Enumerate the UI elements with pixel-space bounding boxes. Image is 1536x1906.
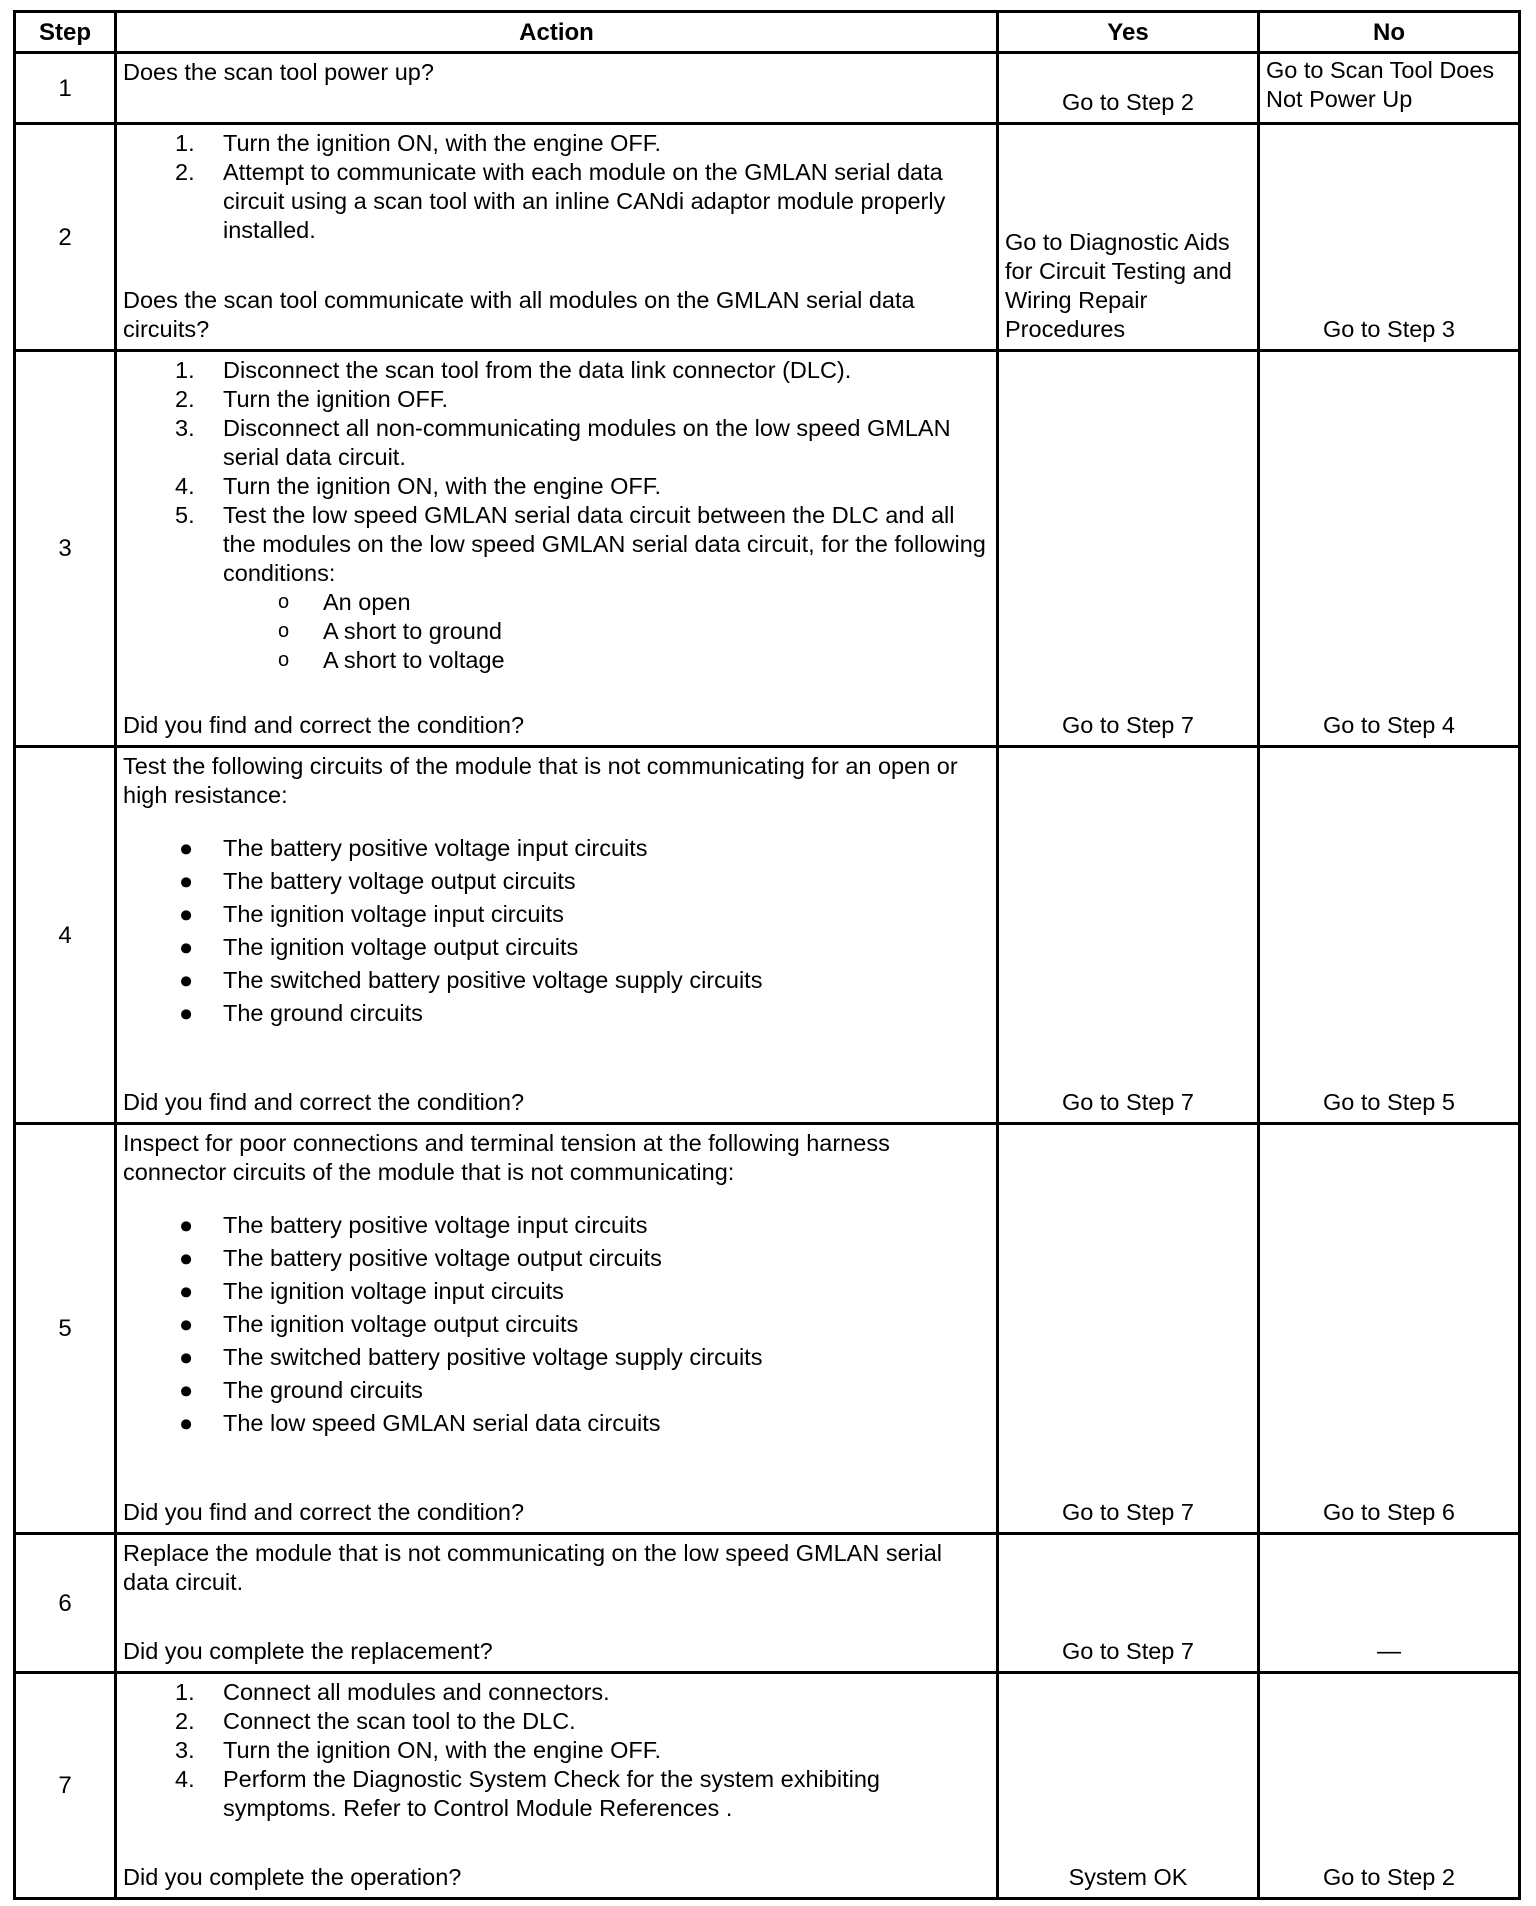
yes-cell [998,1534,1259,1673]
list-item: 4. Turn the ignition ON, with the engine OFF. [175,473,662,499]
action-text: Test the following circuits of the module that is not communicating for an open or high resistance: [123,753,958,808]
question-text: Does the scan tool communicate with all modules on the GMLAN serial data circuits? [123,287,915,342]
action-text: Replace the module that is not communicating on the low speed GMLAN serial data circuit. [123,1540,943,1595]
list-item: ● The low speed GMLAN serial data circuits [179,1410,661,1436]
numbered-list [123,129,990,245]
question-text: Did you find and correct the condition? [123,712,525,738]
no-cell [1259,351,1520,747]
yes-cell [998,124,1259,351]
sub-list-item: o A short to voltage [278,647,505,673]
no-cell [1259,1534,1520,1673]
header-yes: Yes [998,12,1259,53]
question-text: Did you complete the replacement? [123,1638,493,1664]
action-cell [116,747,998,1124]
action-cell [116,351,998,747]
no-text: Go to Step 4 [1323,712,1455,738]
list-item: 2. Attempt to communicate with each module on the GMLAN serial data circuit using a scan tool with an inline CANdi adaptor module properly installed. [175,159,946,243]
no-text: Go to Step 5 [1323,1089,1455,1115]
list-item: ● The ground circuits [179,1377,423,1403]
sub-list-item: o A short to ground [278,618,502,644]
list-item: 1. Disconnect the scan tool from the data link connector (DLC). [175,357,852,383]
yes-text: Go to Step 7 [1062,712,1194,738]
list-item: ● The ground circuits [179,1000,423,1026]
step-number: 3 [15,351,116,747]
numbered-list [123,356,990,588]
list-item: ● The battery positive voltage output circuits [179,1245,662,1271]
step-number: 1 [15,53,116,124]
list-item: ● The switched battery positive voltage supply circuits [179,967,763,993]
list-item: ● The ignition voltage output circuits [179,1311,579,1337]
list-item: ● The ignition voltage input circuits [179,1278,564,1304]
yes-cell [998,53,1259,124]
step-number: 6 [15,1534,116,1673]
action-cell [116,53,998,124]
list-item: 3. Turn the ignition ON, with the engine OFF. [175,1737,662,1763]
list-item: 4. Perform the Diagnostic System Check for the system exhibiting symptoms. Refer to Control Module References . [175,1766,880,1821]
header-row [15,12,1520,53]
list-item: ● The switched battery positive voltage supply circuits [179,1344,763,1370]
action-text: Inspect for poor connections and terminal tension at the following harness connector circuits of the module that is not communicating: [123,1130,890,1185]
yes-cell [998,747,1259,1124]
numbered-list [123,1678,990,1823]
question-text: Did you find and correct the condition? [123,1499,525,1525]
diagnostic-table [13,10,1521,1900]
yes-cell [998,351,1259,747]
no-text: Go to Step 3 [1323,316,1455,342]
list-item: 3. Disconnect all non-communicating modules on the low speed GMLAN serial data circuit. [175,415,951,470]
list-item: 2. Connect the scan tool to the DLC. [175,1708,576,1734]
list-item: ● The ignition voltage input circuits [179,901,564,927]
yes-text: Go to Step 7 [1062,1499,1194,1525]
no-text: Go to Scan Tool Does Not Power Up [1266,57,1495,112]
step-number: 7 [15,1673,116,1899]
step-number: 2 [15,124,116,351]
sub-list-item: o An open [278,589,411,615]
list-item: ● The battery positive voltage input circuits [179,835,648,861]
step-number: 4 [15,747,116,1124]
action-text: Does the scan tool power up? [123,59,434,85]
header-action: Action [116,12,998,53]
action-cell [116,1534,998,1673]
action-cell [116,1673,998,1899]
list-item: ● The ignition voltage output circuits [179,934,579,960]
no-cell [1259,124,1520,351]
list-item: 1. Turn the ignition ON, with the engine OFF. [175,130,662,156]
list-item: ● The battery voltage output circuits [179,868,576,894]
table-row [15,351,1520,747]
action-cell [116,1124,998,1534]
table-row [15,1124,1520,1534]
yes-text: Go to Step 7 [1062,1638,1194,1664]
no-text: Go to Step 2 [1323,1864,1455,1890]
sub-list [123,588,990,675]
yes-cell [998,1673,1259,1899]
no-cell [1259,53,1520,124]
question-text: Did you complete the operation? [123,1864,462,1890]
list-item: 2. Turn the ignition OFF. [175,386,449,412]
action-cell [116,124,998,351]
list-item: 5. Test the low speed GMLAN serial data circuit between the DLC and all the modules on the low speed GMLAN serial data circuit, for the following conditions: [175,502,986,586]
step-number: 5 [15,1124,116,1534]
bullet-list [123,1209,990,1440]
table-row [15,747,1520,1124]
yes-text: Go to Step 2 [1062,89,1194,115]
header-no: No [1259,12,1520,53]
table-row [15,53,1520,124]
no-text: Go to Step 6 [1323,1499,1455,1525]
no-text: — [1377,1638,1401,1665]
header-step: Step [15,12,116,53]
list-item: ● The battery positive voltage input circuits [179,1212,648,1238]
no-cell [1259,747,1520,1124]
yes-text: System OK [1068,1864,1188,1890]
no-cell [1259,1673,1520,1899]
list-item: 1. Connect all modules and connectors. [175,1679,610,1705]
table-row [15,1534,1520,1673]
yes-cell [998,1124,1259,1534]
bullet-list [123,832,990,1030]
yes-text: Go to Step 7 [1062,1089,1194,1115]
yes-text: Go to Diagnostic Aids for Circuit Testing and Wiring Repair Procedures [1005,229,1232,342]
no-cell [1259,1124,1520,1534]
table-row [15,124,1520,351]
question-text: Did you find and correct the condition? [123,1089,525,1115]
table-row [15,1673,1520,1899]
